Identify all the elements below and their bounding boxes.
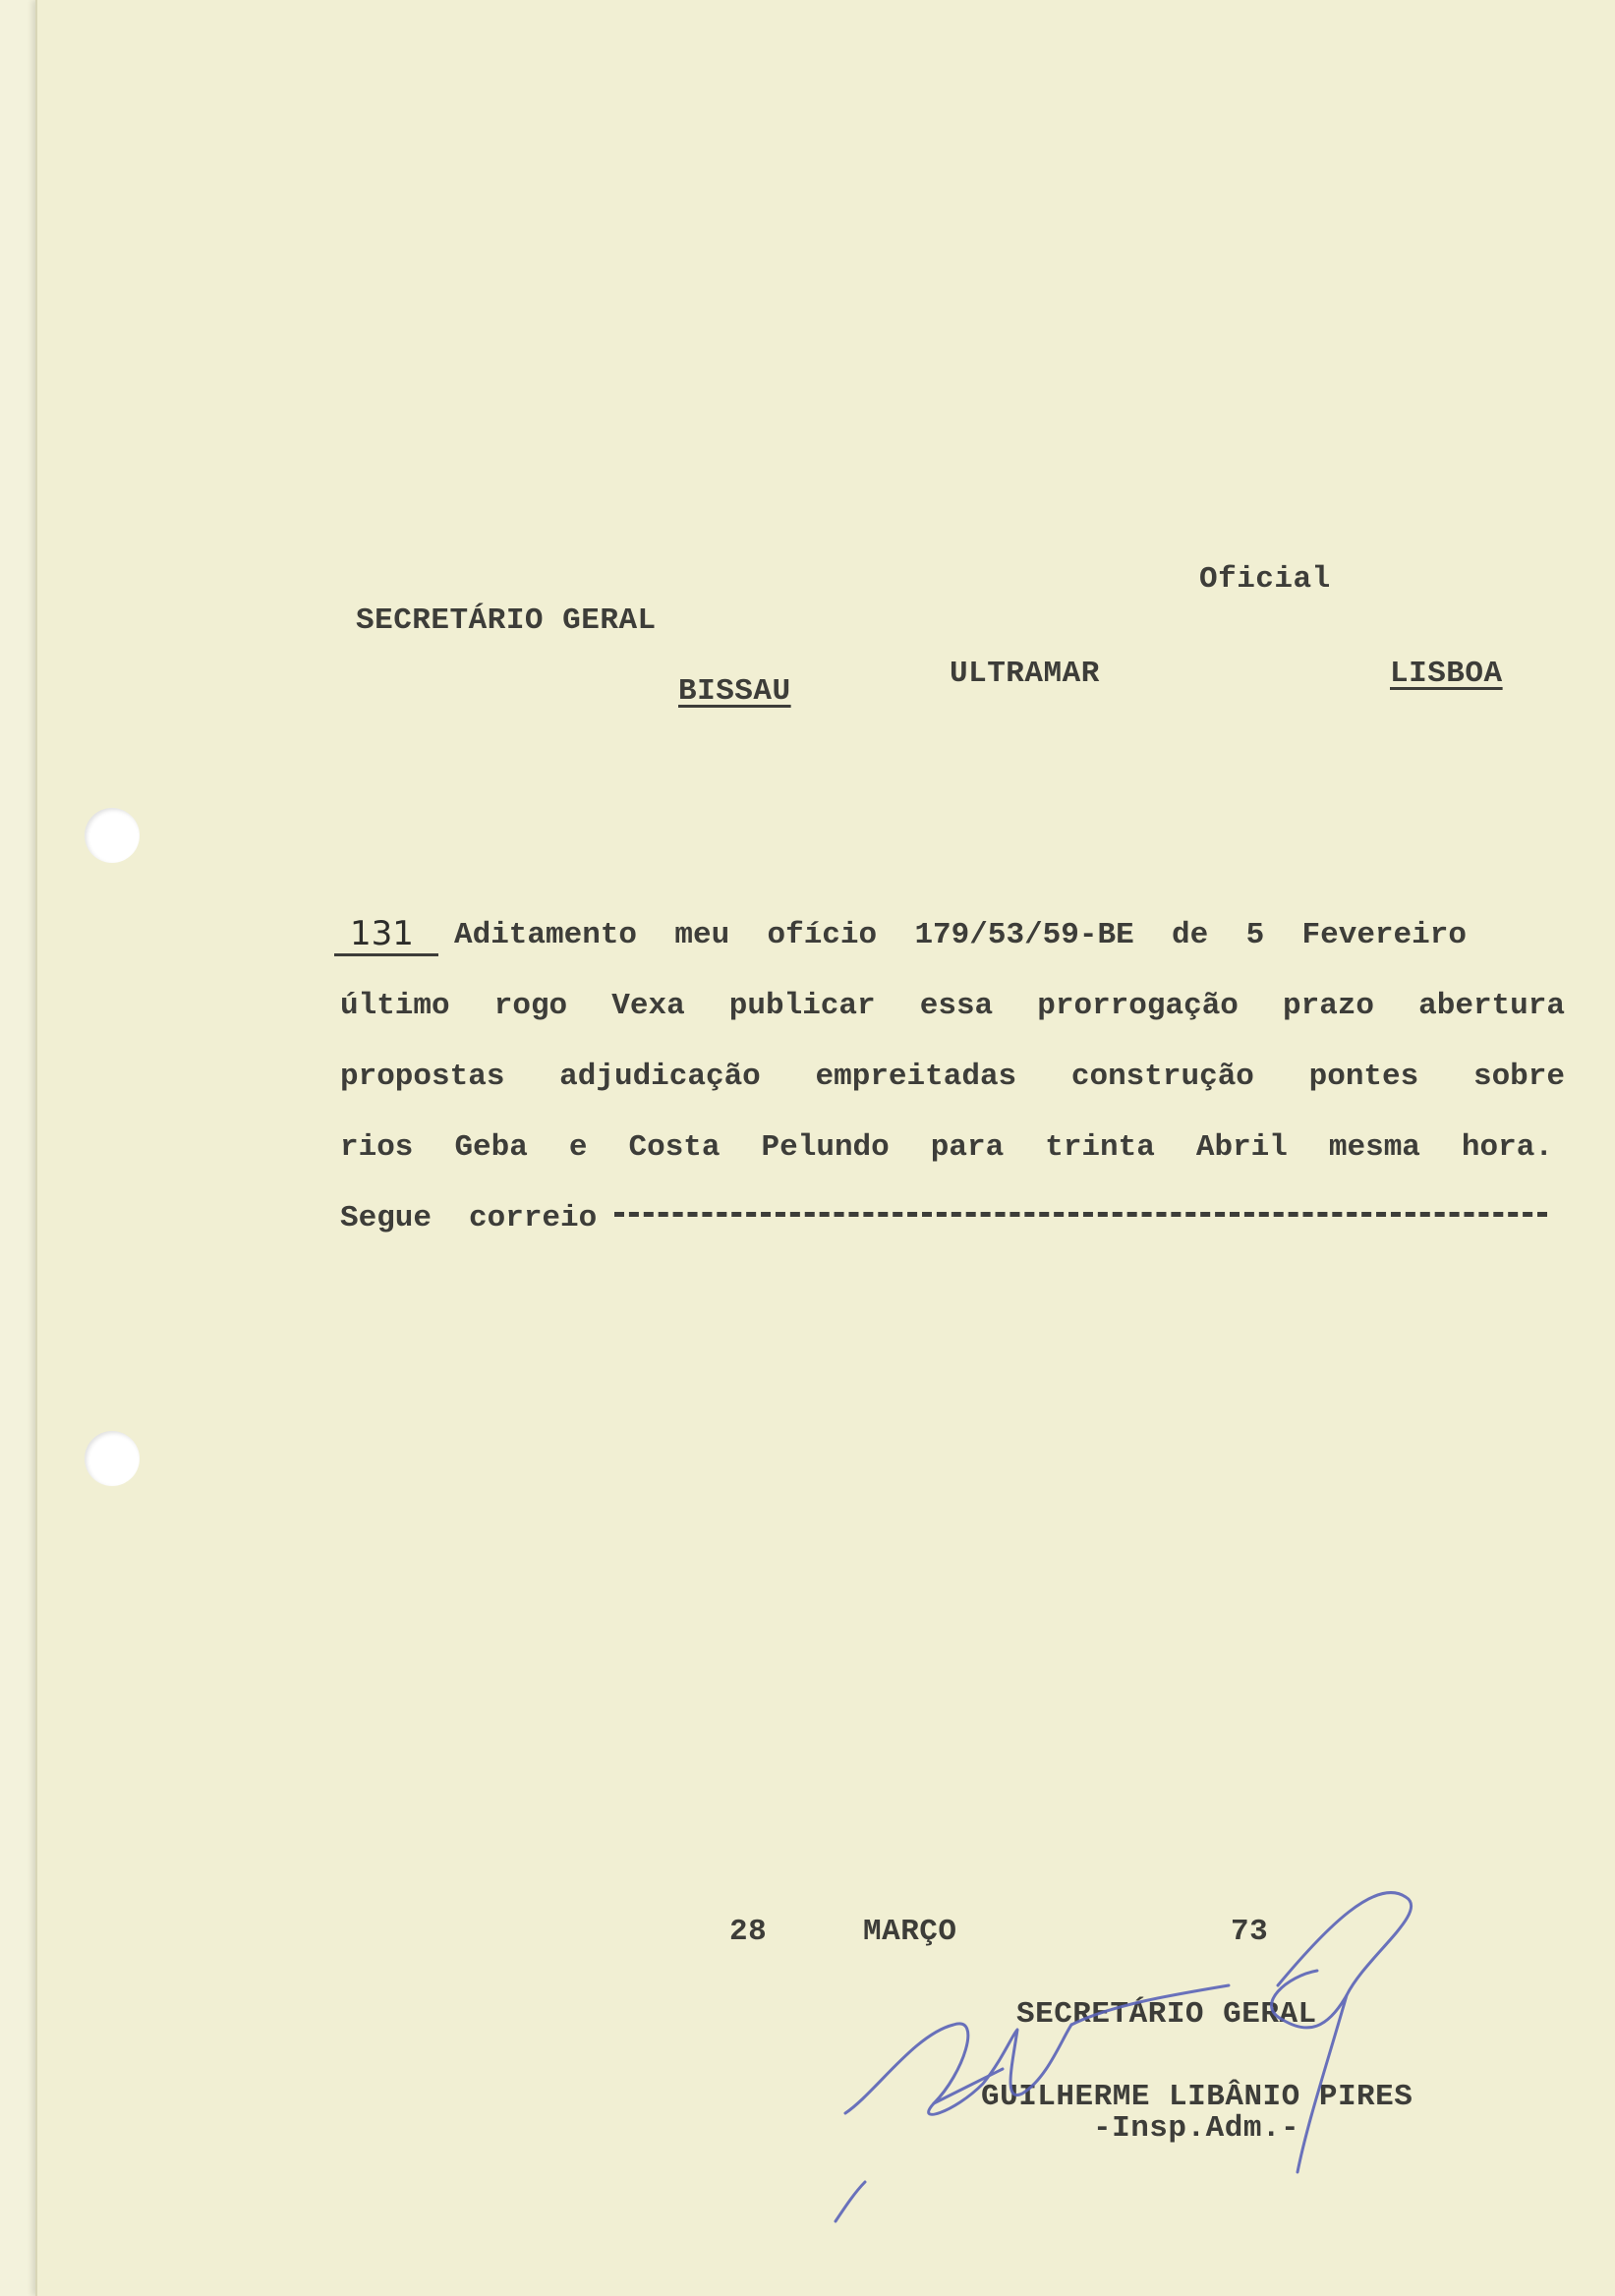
date-month: MARÇO <box>863 1915 957 1949</box>
punch-hole-icon <box>85 1431 140 1486</box>
classification-label: Oficial <box>1199 562 1331 597</box>
date-day: 28 <box>729 1915 768 1949</box>
body-line-3: propostas adjudicação empreitadas construção pontes sobre <box>340 1060 1565 1094</box>
page-edge <box>35 0 37 2296</box>
signatory-name: GUILHERME LIBÂNIO PIRES <box>981 2080 1413 2114</box>
fill-dashes <box>614 1212 1547 1225</box>
sender-title: SECRETÁRIO GERAL <box>356 603 657 638</box>
body-line-4: rios Geba e Costa Pelundo para trinta Abril mesma hora. <box>340 1130 1553 1165</box>
message-number-underline <box>334 953 438 956</box>
signatory-title: SECRETÁRIO GERAL <box>1016 1997 1317 2032</box>
body-line-1: Aditamento meu ofício 179/53/59-BE de 5 Fevereiro <box>454 918 1467 952</box>
origin-city: BISSAU <box>678 674 791 709</box>
handwritten-signature-icon <box>816 1867 1484 2231</box>
body-line-2: último rogo Vexa publicar essa prorrogação prazo abertura <box>340 989 1565 1023</box>
message-number: 131 <box>350 914 414 953</box>
signatory-role: -Insp.Adm.- <box>1093 2111 1300 2146</box>
service-label: ULTRAMAR <box>950 657 1100 691</box>
body-line-5: Segue correio <box>340 1201 1547 1235</box>
destination-city: LISBOA <box>1390 657 1503 691</box>
punch-hole-icon <box>85 808 140 863</box>
date-year: 73 <box>1231 1915 1269 1949</box>
